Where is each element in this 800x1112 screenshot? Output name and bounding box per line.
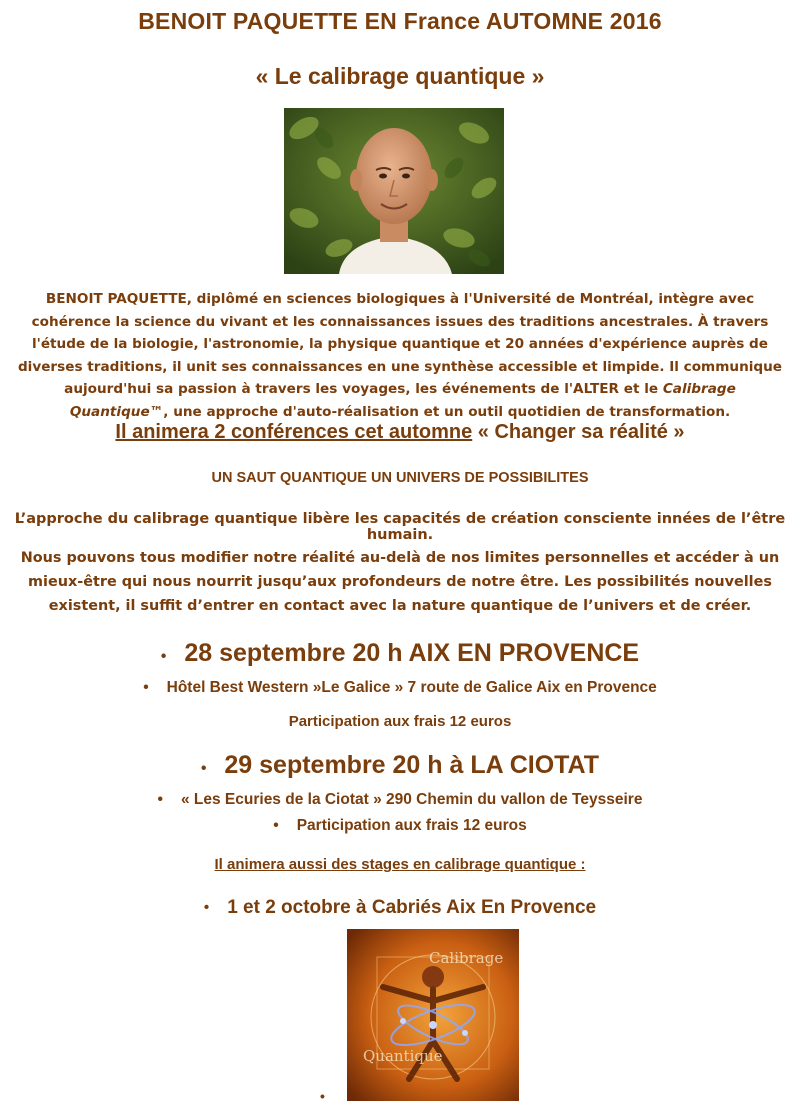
calibrage-quantique-cover bbox=[347, 929, 519, 1101]
description-text: Nous pouvons tous modifier notre réalité au-delà de nos limites personnelles et accéder à un mieux-être qui nous nourrit jusqu’aux profondeurs de notre être. Les possibilités nouvelles existent, il suffit d’entrer en contact avec la nature quantique de l’univers et de créer. bbox=[20, 550, 780, 614]
bullet: • bbox=[273, 817, 279, 834]
event-1-fee: Participation aux frais 12 euros bbox=[288, 713, 512, 730]
stage-item bbox=[0, 897, 800, 919]
event-1-venue-label: Hôtel Best Western »Le Galice » 7 route de Galice Aix en Provence bbox=[166, 679, 657, 697]
bio-text-part-2: , une approche d'auto-réalisation et un outil quotidien de transformation. bbox=[163, 403, 731, 420]
conference-intro: Il animera 2 conférences cet automne bbox=[115, 421, 473, 443]
cover-illustration bbox=[347, 929, 519, 1101]
bio-name: BENOIT PAQUETTE bbox=[45, 291, 187, 307]
page-subtitle: « Le calibrage quantique » bbox=[255, 63, 545, 89]
event-2-fee-label: Participation aux frais 12 euros bbox=[296, 817, 527, 835]
portrait-illustration bbox=[284, 108, 504, 274]
stage-item-label: 1 et 2 octobre à Cabriés Aix En Provence bbox=[227, 897, 597, 918]
approach-text: L’approche du calibrage quantique libère les capacités de création consciente innées de l’être humain. bbox=[14, 511, 786, 543]
bullet: • bbox=[160, 647, 167, 665]
bio-text-part-1: , diplômé en sciences biologiques à l'Université de Montréal, intègre avec cohérence la science du vivant et les connaissances issues des traditions ancestrales. À travers l'étude de la biologie, l'astronomie, la physique quantique et 20 années d'expérience auprès de diverses traditions, il unit ses connaissances en une synthèse accessible et limpide. Il communique aujourd'hui sa passion à travers les voyages, les événements de l'ALTER et le bbox=[17, 291, 783, 397]
biography bbox=[14, 288, 786, 423]
bullet: • bbox=[143, 679, 149, 696]
bullet: • bbox=[320, 1088, 325, 1104]
stages-heading: Il animera aussi des stages en calibrage quantique : bbox=[214, 856, 586, 873]
cover-word-1: Calibrage bbox=[429, 949, 504, 967]
event-2-date bbox=[0, 751, 800, 780]
event-1-venue bbox=[0, 679, 800, 697]
event-2-venue bbox=[0, 791, 800, 809]
event-1-date-label: 28 septembre 20 h AIX EN PROVENCE bbox=[184, 639, 640, 667]
bullet: • bbox=[157, 791, 163, 808]
portrait-photo bbox=[284, 108, 504, 274]
conference-tagline: UN SAUT QUANTIQUE UN UNIVERS DE POSSIBILITES bbox=[211, 470, 589, 486]
cover-word-2: Quantique bbox=[363, 1047, 443, 1065]
page-title: BENOIT PAQUETTE EN France AUTOMNE 2016 bbox=[138, 8, 662, 34]
bullet: • bbox=[200, 759, 207, 777]
conference-title: « Changer sa réalité » bbox=[472, 421, 685, 443]
bullet: • bbox=[203, 899, 210, 917]
event-1-date bbox=[0, 639, 800, 668]
bio-italic-term: Calibrage Quantique™ bbox=[69, 381, 736, 420]
conference-heading bbox=[0, 421, 800, 444]
event-2-fee bbox=[0, 817, 800, 835]
event-2-date-label: 29 septembre 20 h à LA CIOTAT bbox=[224, 751, 600, 779]
event-2-venue-label: « Les Ecuries de la Ciotat » 290 Chemin du vallon de Teysseire bbox=[180, 791, 643, 809]
